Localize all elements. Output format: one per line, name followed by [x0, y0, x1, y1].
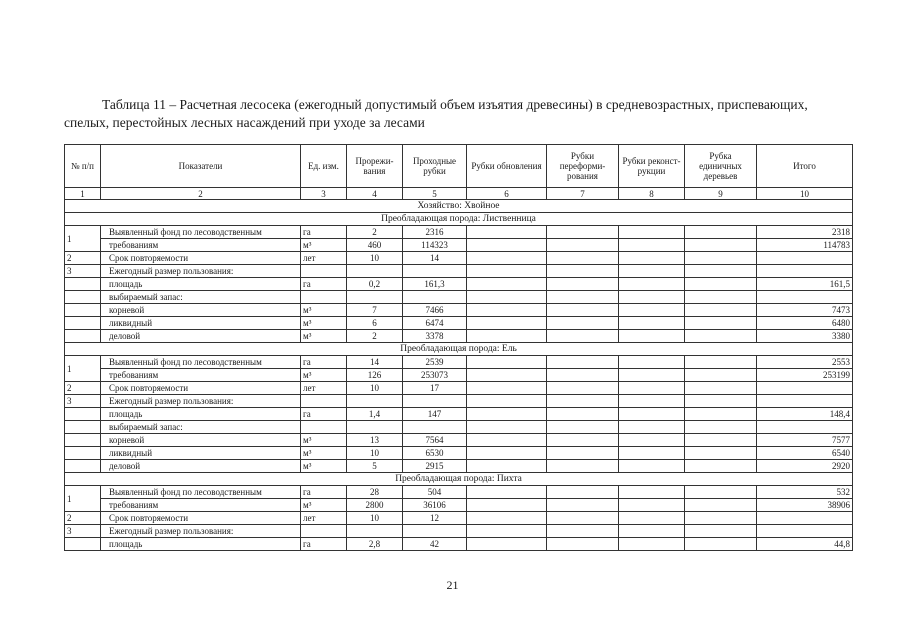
colnum: 9 [685, 188, 757, 200]
cell-thinning: 460 [347, 239, 403, 252]
row-label: Срок повторяемости [101, 512, 301, 525]
cell-thinning: 14 [347, 356, 403, 369]
row-label: требованиям [101, 369, 301, 382]
row-label: Выявленный фонд по лесоводственным [101, 486, 301, 499]
cell-passage: 12 [403, 512, 467, 525]
cell-thinning: 13 [347, 434, 403, 447]
row-num: 1 [65, 226, 101, 252]
colnum: 2 [101, 188, 301, 200]
cell-passage: 7466 [403, 304, 467, 317]
row-unit: м³ [301, 447, 347, 460]
header-recon: Рубки реконст-рукции [619, 145, 685, 188]
cell-passage: 14 [403, 252, 467, 265]
cell-thinning: 7 [347, 304, 403, 317]
table-row [65, 512, 853, 525]
section-title: Преобладающая порода: Пихта [65, 473, 853, 486]
header-passage: Проходные рубки [403, 145, 467, 188]
table-row [65, 317, 853, 330]
table-row [65, 356, 853, 369]
row-label: деловой [101, 330, 301, 343]
cell-total: 6480 [757, 317, 853, 330]
farm-title: Хозяйство: Хвойное [65, 200, 853, 213]
row-label: Выявленный фонд по лесоводственным [101, 356, 301, 369]
header-reform: Рубки переформи-рования [547, 145, 619, 188]
row-label: площадь [101, 408, 301, 421]
cell-thinning: 6 [347, 317, 403, 330]
cell-passage: 253073 [403, 369, 467, 382]
cell-thinning: 2,8 [347, 538, 403, 551]
cell-thinning: 28 [347, 486, 403, 499]
row-label: площадь [101, 278, 301, 291]
cell-passage: 6530 [403, 447, 467, 460]
table-row [65, 239, 853, 252]
cell-total: 2553 [757, 356, 853, 369]
row-num: 2 [65, 382, 101, 395]
cell-total: 44,8 [757, 538, 853, 551]
table-row [65, 382, 853, 395]
row-unit: м³ [301, 434, 347, 447]
header-indicator: Показатели [101, 145, 301, 188]
cell-thinning: 10 [347, 512, 403, 525]
cell-thinning: 0,2 [347, 278, 403, 291]
table-row [65, 226, 853, 239]
section-title-row [65, 213, 853, 226]
cell-passage: 36106 [403, 499, 467, 512]
cell-passage: 147 [403, 408, 467, 421]
row-label: Срок повторяемости [101, 252, 301, 265]
section-title: Преобладающая порода: Лиственница [65, 213, 853, 226]
cell-total: 7473 [757, 304, 853, 317]
row-unit: га [301, 538, 347, 551]
colnum: 4 [347, 188, 403, 200]
row-label: выбираемый запас: [101, 421, 301, 434]
cell-total: 2920 [757, 460, 853, 473]
cell-total: 2318 [757, 226, 853, 239]
row-num: 1 [65, 486, 101, 512]
row-num: 3 [65, 525, 101, 538]
table-row [65, 538, 853, 551]
colnum: 7 [547, 188, 619, 200]
header-num: № п/п [65, 145, 101, 188]
row-unit: м³ [301, 317, 347, 330]
row-num: 2 [65, 252, 101, 265]
table-row [65, 304, 853, 317]
table-row [65, 486, 853, 499]
cell-thinning: 2800 [347, 499, 403, 512]
row-label: Ежегодный размер пользования: [101, 265, 301, 278]
row-unit: лет [301, 252, 347, 265]
table-row [65, 408, 853, 421]
row-unit: м³ [301, 330, 347, 343]
row-label: Ежегодный размер пользования: [101, 395, 301, 408]
cell-passage: 42 [403, 538, 467, 551]
row-unit: лет [301, 382, 347, 395]
table-row [65, 447, 853, 460]
cell-thinning: 2 [347, 330, 403, 343]
cell-total: 6540 [757, 447, 853, 460]
cell-passage: 2539 [403, 356, 467, 369]
row-label: ликвидный [101, 317, 301, 330]
row-label: требованиям [101, 499, 301, 512]
row-label: Выявленный фонд по лесоводственным [101, 226, 301, 239]
cell-thinning: 10 [347, 447, 403, 460]
table-row [65, 395, 853, 408]
row-label: площадь [101, 538, 301, 551]
cell-passage: 2915 [403, 460, 467, 473]
cell-passage: 114323 [403, 239, 467, 252]
cell-passage: 6474 [403, 317, 467, 330]
cell-passage: 3378 [403, 330, 467, 343]
header-renewal: Рубки обновления [467, 145, 547, 188]
row-num: 1 [65, 356, 101, 382]
harvest-table [64, 144, 853, 551]
colnum: 5 [403, 188, 467, 200]
row-unit: лет [301, 512, 347, 525]
row-unit: га [301, 278, 347, 291]
table-row [65, 265, 853, 278]
row-num: 3 [65, 265, 101, 278]
cell-thinning: 126 [347, 369, 403, 382]
table-row [65, 421, 853, 434]
header-total: Итого [757, 145, 853, 188]
cell-total: 161,5 [757, 278, 853, 291]
cell-passage: 2316 [403, 226, 467, 239]
colnum: 6 [467, 188, 547, 200]
row-unit: га [301, 356, 347, 369]
row-label: требованиям [101, 239, 301, 252]
row-label: корневой [101, 434, 301, 447]
cell-thinning: 10 [347, 252, 403, 265]
cell-passage: 7564 [403, 434, 467, 447]
section-title-row [65, 343, 853, 356]
colnum: 3 [301, 188, 347, 200]
row-unit: м³ [301, 369, 347, 382]
header-thinning: Прорежи-вания [347, 145, 403, 188]
cell-total: 7577 [757, 434, 853, 447]
row-num: 3 [65, 395, 101, 408]
header-unit: Ед. изм. [301, 145, 347, 188]
table-row [65, 330, 853, 343]
table-row [65, 499, 853, 512]
cell-thinning: 5 [347, 460, 403, 473]
table-row [65, 278, 853, 291]
cell-total: 253199 [757, 369, 853, 382]
colnum: 8 [619, 188, 685, 200]
table-caption: Таблица 11 – Расчетная лесосека (ежегодный допустимый объем изъятия древесины) в средневозрастных, приспевающих, спелых, перестойных лесных насаждений при уходе за лесами [64, 97, 808, 130]
row-label: корневой [101, 304, 301, 317]
cell-total: 38906 [757, 499, 853, 512]
cell-total: 3380 [757, 330, 853, 343]
row-unit: га [301, 408, 347, 421]
section-title-row [65, 473, 853, 486]
row-label: выбираемый запас: [101, 291, 301, 304]
table-row [65, 252, 853, 265]
table-row [65, 525, 853, 538]
cell-total: 532 [757, 486, 853, 499]
row-unit: м³ [301, 239, 347, 252]
cell-thinning: 2 [347, 226, 403, 239]
column-number-row [65, 188, 853, 200]
row-unit: га [301, 226, 347, 239]
cell-total: 148,4 [757, 408, 853, 421]
row-unit: га [301, 486, 347, 499]
cell-passage: 504 [403, 486, 467, 499]
row-label: ликвидный [101, 447, 301, 460]
cell-passage: 161,3 [403, 278, 467, 291]
farm-row [65, 200, 853, 213]
page-number: 21 [446, 578, 459, 592]
header-single: Рубка единичных деревьев [685, 145, 757, 188]
table-row [65, 291, 853, 304]
row-num: 2 [65, 512, 101, 525]
section-title: Преобладающая порода: Ель [65, 343, 853, 356]
cell-thinning: 1,4 [347, 408, 403, 421]
table-row [65, 460, 853, 473]
row-unit: м³ [301, 499, 347, 512]
cell-thinning: 10 [347, 382, 403, 395]
cell-passage: 17 [403, 382, 467, 395]
colnum: 1 [65, 188, 101, 200]
table-container [64, 144, 852, 551]
header-row [65, 145, 853, 188]
table-row [65, 434, 853, 447]
table-row [65, 369, 853, 382]
colnum: 10 [757, 188, 853, 200]
row-unit: м³ [301, 460, 347, 473]
row-label: деловой [101, 460, 301, 473]
cell-total: 114783 [757, 239, 853, 252]
row-label: Срок повторяемости [101, 382, 301, 395]
row-unit: м³ [301, 304, 347, 317]
row-label: Ежегодный размер пользования: [101, 525, 301, 538]
